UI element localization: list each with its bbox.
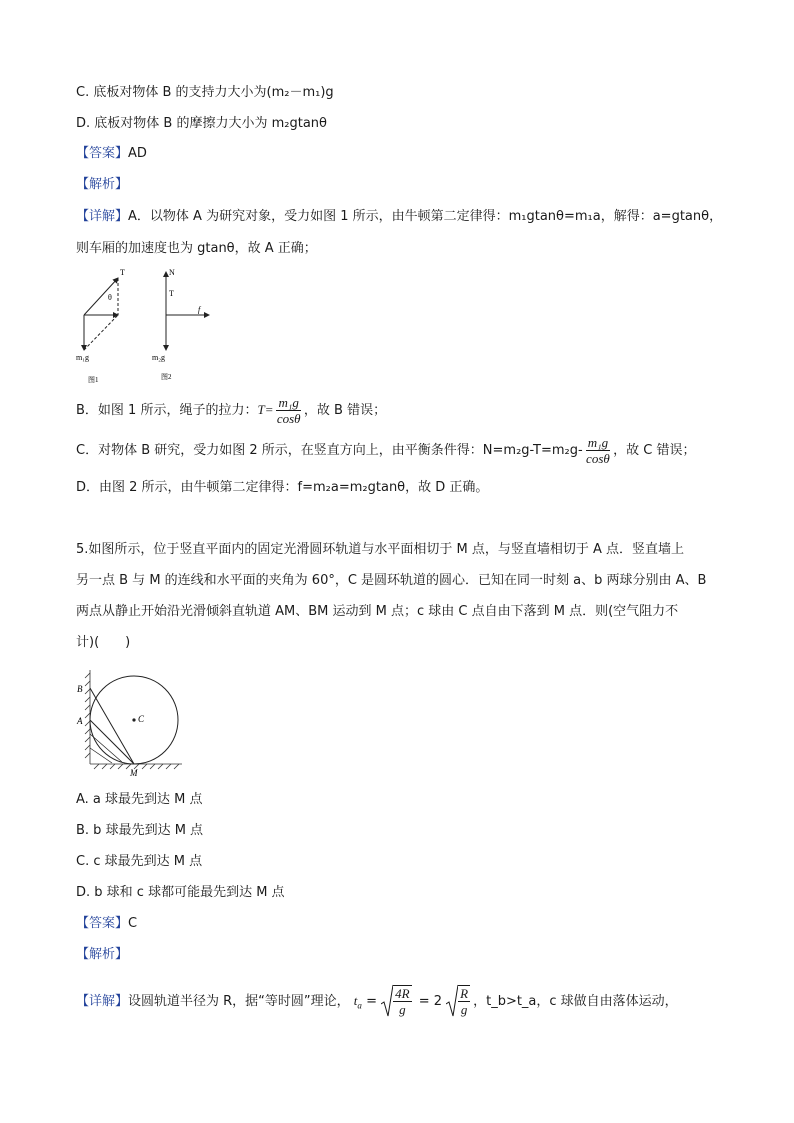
answer-value: C [128, 916, 138, 931]
figure-1 [76, 268, 125, 384]
q5-stem-3: 两点从静止开始沿光滑倾斜直轨道 AM、BM 运动到 M 点；c 球由 C 点自由下落到 M 点．则(空气阻力不 [76, 604, 679, 619]
caption-fig1: 图1 [88, 376, 99, 384]
label-m2g: m₂g [152, 353, 166, 362]
circle-track-diagram [74, 662, 189, 780]
q5-option-b: B. b 球最先到达 M 点 [76, 823, 204, 838]
answer-tag: 【答案】 [76, 146, 129, 161]
label-T: T [120, 268, 125, 277]
label-theta: θ [108, 293, 112, 302]
q5-answer-line [76, 915, 137, 933]
q5-stem-4: 计)( ) [76, 635, 131, 650]
q4-detail-c: C．对物体 B 研究，受力如图 2 所示，在竖直方向上，由平衡条件得：N=m₂g-T=m₂g- $\frac{\text{m₁g}}{\cos\theta}$ ，故 C 错误； [76, 435, 696, 466]
answer-value: AD [128, 146, 147, 161]
label-T2: T [169, 289, 174, 298]
label-B: B [77, 684, 83, 694]
q5-stem-1: 5.如图所示，位于竖直平面内的固定光滑圆环轨道与水平面相切于 M 点，与竖直墙相切于 A 点．竖直墙上 [76, 542, 685, 557]
label-N: N [169, 268, 175, 277]
force-diagrams [74, 262, 224, 387]
label-M: M [130, 768, 138, 778]
q5-option-a: A. a 球最先到达 M 点 [76, 792, 203, 807]
caption-fig2: 图2 [161, 373, 172, 381]
q5-option-c: C. c 球最先到达 M 点 [76, 854, 203, 869]
q4-detail-d: D．由图 2 所示，由牛顿第二定律得：f=m₂a=m₂gtanθ，故 D 正确。 [76, 480, 489, 495]
analysis-tag: 【解析】 [76, 947, 129, 962]
answer-tag: 【答案】 [76, 916, 129, 931]
label-A: A [77, 716, 83, 726]
detail-text: A．以物体 A 为研究对象，受力如图 1 所示，由牛顿第二定律得：m₁gtanθ=m₁a，解得：a=gtanθ， [128, 209, 723, 224]
analysis-tag: 【解析】 [76, 177, 129, 192]
q5-detail: 【详解】设圆轨道半径为 R，据“等时圆”理论， $t_a$ = $\frac{4R}{g}$ = 2 $\frac{R}{g}$ ，t_b>t_a，c 球做自由落体运动， [76, 986, 678, 1018]
figure-2 [152, 268, 209, 381]
label-m1g: m₁g [76, 353, 90, 362]
q5-stem-2: 另一点 B 与 M 的连线和水平面的夹角为 60°，C 是圆环轨道的圆心．已知在同一时刻 a、b 两球分别由 A、B [76, 573, 707, 588]
q4-detail-a-2: 则车厢的加速度也为 gtanθ，故 A 正确； [76, 241, 317, 256]
detail-tag: 【详解】 [76, 209, 129, 224]
q4-answer-line [76, 145, 147, 163]
sqrt-R-over-g: $\frac{R}{g}$ [446, 984, 473, 1019]
q4-option-d: D. 底板对物体 B 的摩擦力大小为 m₂gtanθ [76, 116, 327, 131]
q5-option-d: D. b 球和 c 球都可能最先到达 M 点 [76, 885, 285, 900]
fraction: $\frac{\text{m₁g}}{\cos\theta}$ [586, 435, 610, 466]
sqrt-4R-over-g: $\frac{4R}{g}$ [381, 984, 414, 1019]
fraction: $\frac{\text{m₁g}}{\cos\theta}$ [276, 395, 301, 426]
q4-detail-a-1 [76, 208, 722, 226]
label-C: C [138, 714, 145, 724]
label-f: f [198, 305, 201, 314]
q4-option-c: C. 底板对物体 B 的支持力大小为(m₂－m₁)g [76, 85, 334, 100]
q4-detail-b: B．如图 1 所示，绳子的拉力：T= $\frac{\text{m₁g}}{\cos\theta}$ ，故 B 错误； [76, 395, 387, 426]
detail-tag: 【详解】 [76, 994, 129, 1009]
